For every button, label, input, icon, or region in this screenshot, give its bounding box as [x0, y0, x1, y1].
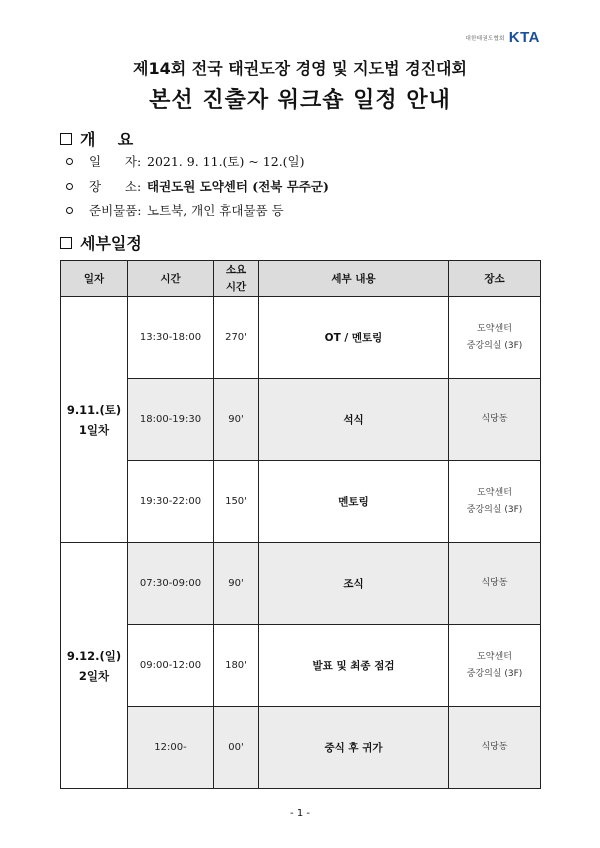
content-cell: 석식: [259, 379, 449, 461]
duration-cell: 90': [214, 543, 259, 625]
duration-cell: 270': [214, 297, 259, 379]
duration-cell: 150': [214, 461, 259, 543]
content-cell: 멘토링: [259, 461, 449, 543]
content-cell: 중식 후 귀가: [259, 707, 449, 789]
time-cell: 13:30-18:00: [128, 297, 214, 379]
day-label: 1일차: [78, 422, 110, 437]
table-row: [61, 379, 541, 461]
time-cell: 19:30-22:00: [128, 461, 214, 543]
schedule-table: [60, 260, 541, 789]
overview-item-supplies: [66, 201, 284, 219]
circle-bullet-icon: [66, 207, 73, 214]
document-title: 본선 진출자 워크숍 일정 안내: [149, 88, 451, 113]
checkbox-square-icon: [60, 133, 72, 145]
table-row: [61, 625, 541, 707]
overview-value: 2021. 9. 11.(토) ~ 12.(일): [147, 154, 305, 169]
table-row: [61, 461, 541, 543]
overview-heading-text: 개 요: [80, 130, 134, 149]
logo-mark: [509, 29, 540, 46]
header-content: 세부 내용: [259, 261, 449, 297]
overview-section-heading: [60, 127, 133, 150]
place-cell: 식당동: [449, 707, 541, 789]
table-row: [61, 297, 541, 379]
place-cell: 식당동: [449, 543, 541, 625]
overview-label: 준비물품:: [89, 203, 142, 218]
circle-bullet-icon: [66, 183, 73, 190]
day-cell: [61, 297, 128, 543]
page-number: - 1 -: [290, 808, 310, 819]
header-time: 시간: [128, 261, 214, 297]
kta-logo: [465, 29, 540, 46]
table-row: [61, 707, 541, 789]
duration-cell: 180': [214, 625, 259, 707]
time-cell: 07:30-09:00: [128, 543, 214, 625]
day-label: 2일차: [78, 668, 110, 683]
event-title: 제14회 전국 태권도장 경영 및 지도법 경진대회: [133, 59, 467, 78]
overview-label: 일 자:: [89, 154, 142, 169]
duration-cell: 00': [214, 707, 259, 789]
overview-item-date: [66, 152, 305, 170]
time-cell: 09:00-12:00: [128, 625, 214, 707]
logo-mark-text: KTA: [508, 29, 540, 46]
schedule-section-heading: [60, 231, 142, 254]
day-cell: [61, 543, 128, 789]
header-duration: 소요 시간: [214, 261, 259, 297]
header-day: 일자: [61, 261, 128, 297]
place-cell: 도약센터 중강의실 (3F): [449, 625, 541, 707]
day-date: 9.11.(토): [66, 402, 122, 417]
overview-item-place: [66, 177, 329, 195]
overview-value: 태권도원 도약센터 (전북 무주군): [147, 179, 329, 194]
table-row: [61, 543, 541, 625]
content-cell: 발표 및 최종 점검: [259, 625, 449, 707]
place-cell: 도약센터 중강의실 (3F): [449, 461, 541, 543]
day-date: 9.12.(일): [66, 648, 122, 663]
duration-cell: 90': [214, 379, 259, 461]
time-cell: 18:00-19:30: [128, 379, 214, 461]
content-cell: 조식: [259, 543, 449, 625]
schedule-heading-text: 세부일정: [80, 234, 142, 253]
logo-org-text: 대한태권도협회: [465, 35, 505, 42]
checkbox-square-icon: [60, 237, 72, 249]
header-place: 장소: [449, 261, 541, 297]
content-cell: OT / 멘토링: [259, 297, 449, 379]
circle-bullet-icon: [66, 158, 73, 165]
table-header-row: [61, 261, 541, 297]
place-cell: 도약센터 중강의실 (3F): [449, 297, 541, 379]
time-cell: 12:00-: [128, 707, 214, 789]
overview-value: 노트북, 개인 휴대물품 등: [147, 203, 284, 218]
overview-label: 장 소:: [89, 179, 142, 194]
place-cell: 식당동: [449, 379, 541, 461]
